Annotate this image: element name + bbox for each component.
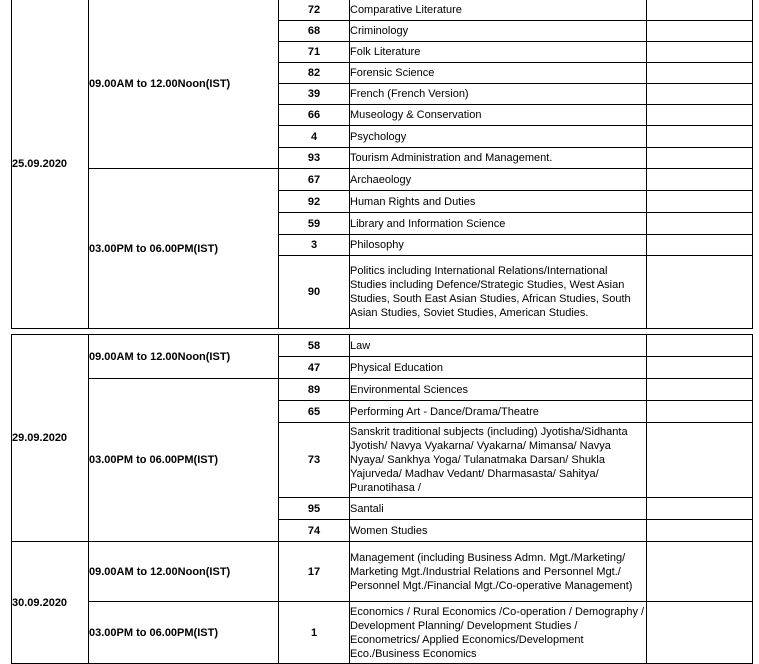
table-row <box>12 602 753 664</box>
blank-cell <box>647 498 753 520</box>
session-time: 09.00AM to 12.00Noon(IST) <box>89 335 279 379</box>
subject-code: 65 <box>279 401 350 423</box>
subject-name: Physical Education <box>350 357 647 379</box>
session-time: 09.00AM to 12.00Noon(IST) <box>89 542 279 602</box>
subject-name: Library and Information Science <box>350 213 647 235</box>
subject-code: 89 <box>279 379 350 401</box>
subject-code: 66 <box>279 105 350 126</box>
subject-code: 1 <box>279 602 350 664</box>
table-row <box>12 542 753 602</box>
subject-name: Environmental Sciences <box>350 379 647 401</box>
subject-code: 17 <box>279 542 350 602</box>
subject-code: 3 <box>279 235 350 256</box>
subject-name: Human Rights and Duties <box>350 191 647 213</box>
session-time: 09.00AM to 12.00Noon(IST) <box>89 0 279 169</box>
subject-name: Psychology <box>350 126 647 148</box>
subject-code: 95 <box>279 498 350 520</box>
blank-cell <box>647 126 753 148</box>
subject-code: 47 <box>279 357 350 379</box>
subject-code: 59 <box>279 213 350 235</box>
subject-name: Women Studies <box>350 520 647 542</box>
subject-name: Archaeology <box>350 169 647 191</box>
subject-code: 39 <box>279 84 350 105</box>
blank-cell <box>647 105 753 126</box>
blank-cell <box>647 0 753 21</box>
exam-date: 29.09.2020 <box>12 335 89 542</box>
blank-cell <box>647 401 753 423</box>
exam-date: 30.09.2020 <box>12 542 89 664</box>
blank-cell <box>647 191 753 213</box>
blank-cell <box>647 602 753 664</box>
subject-code: 90 <box>279 256 350 329</box>
table-row <box>12 335 753 357</box>
subject-name: Performing Art - Dance/Drama/Theatre <box>350 401 647 423</box>
blank-cell <box>647 169 753 191</box>
blank-cell <box>647 335 753 357</box>
blank-cell <box>647 379 753 401</box>
subject-code: 92 <box>279 191 350 213</box>
exam-schedule-table <box>11 0 753 329</box>
session-time: 03.00PM to 06.00PM(IST) <box>89 379 279 542</box>
blank-cell <box>647 21 753 42</box>
blank-cell <box>647 256 753 329</box>
blank-cell <box>647 213 753 235</box>
subject-name: Economics / Rural Economics /Co-operation / Demography / Development Planning/ Development Studies / Econometrics/ Applied Economics/Development Eco./Business Economics <box>350 602 647 664</box>
table-row <box>12 379 753 401</box>
subject-name: Santali <box>350 498 647 520</box>
subject-name: Law <box>350 335 647 357</box>
table-row <box>12 0 753 21</box>
blank-cell <box>647 542 753 602</box>
subject-code: 4 <box>279 126 350 148</box>
subject-name: Management (including Business Admn. Mgt./Marketing/ Marketing Mgt./Industrial Relations and Personnel Mgt./ Personnel Mgt./Financial Mgt./Co-operative Management) <box>350 542 647 602</box>
blank-cell <box>647 63 753 84</box>
blank-cell <box>647 423 753 498</box>
blank-cell <box>647 42 753 63</box>
subject-name: Philosophy <box>350 235 647 256</box>
session-time: 03.00PM to 06.00PM(IST) <box>89 169 279 329</box>
subject-name: Comparative Literature <box>350 0 647 21</box>
exam-date: 25.09.2020 <box>12 0 89 329</box>
subject-code: 67 <box>279 169 350 191</box>
exam-schedule-table-cont <box>11 334 753 664</box>
table-row <box>12 169 753 191</box>
subject-name: Sanskrit traditional subjects (including) Jyotisha/Sidhanta Jyotish/ Navya Vyakarna/ Vyakarna/ Mimansa/ Navya Nyaya/ Sankhya Yoga/ Tulanatmaka Darsan/ Shukla Yajurveda/ Madhav Vedant/ Dharmasasta/ Sahitya/ Puranotihasa / <box>350 423 647 498</box>
blank-cell <box>647 148 753 169</box>
subject-name: Museology & Conservation <box>350 105 647 126</box>
blank-cell <box>647 84 753 105</box>
subject-code: 74 <box>279 520 350 542</box>
subject-name: Folk Literature <box>350 42 647 63</box>
subject-code: 71 <box>279 42 350 63</box>
subject-code: 82 <box>279 63 350 84</box>
subject-code: 68 <box>279 21 350 42</box>
subject-name: French (French Version) <box>350 84 647 105</box>
subject-code: 73 <box>279 423 350 498</box>
subject-code: 93 <box>279 148 350 169</box>
subject-name: Politics including International Relations/International Studies including Defence/Strategic Studies, West Asian Studies, South East Asian Studies, African Studies, South Asian Studies, Soviet Studies, American Studies. <box>350 256 647 329</box>
blank-cell <box>647 520 753 542</box>
subject-name: Criminology <box>350 21 647 42</box>
subject-code: 72 <box>279 0 350 21</box>
subject-code: 58 <box>279 335 350 357</box>
blank-cell <box>647 357 753 379</box>
session-time: 03.00PM to 06.00PM(IST) <box>89 602 279 664</box>
subject-name: Tourism Administration and Management. <box>350 148 647 169</box>
blank-cell <box>647 235 753 256</box>
subject-name: Forensic Science <box>350 63 647 84</box>
